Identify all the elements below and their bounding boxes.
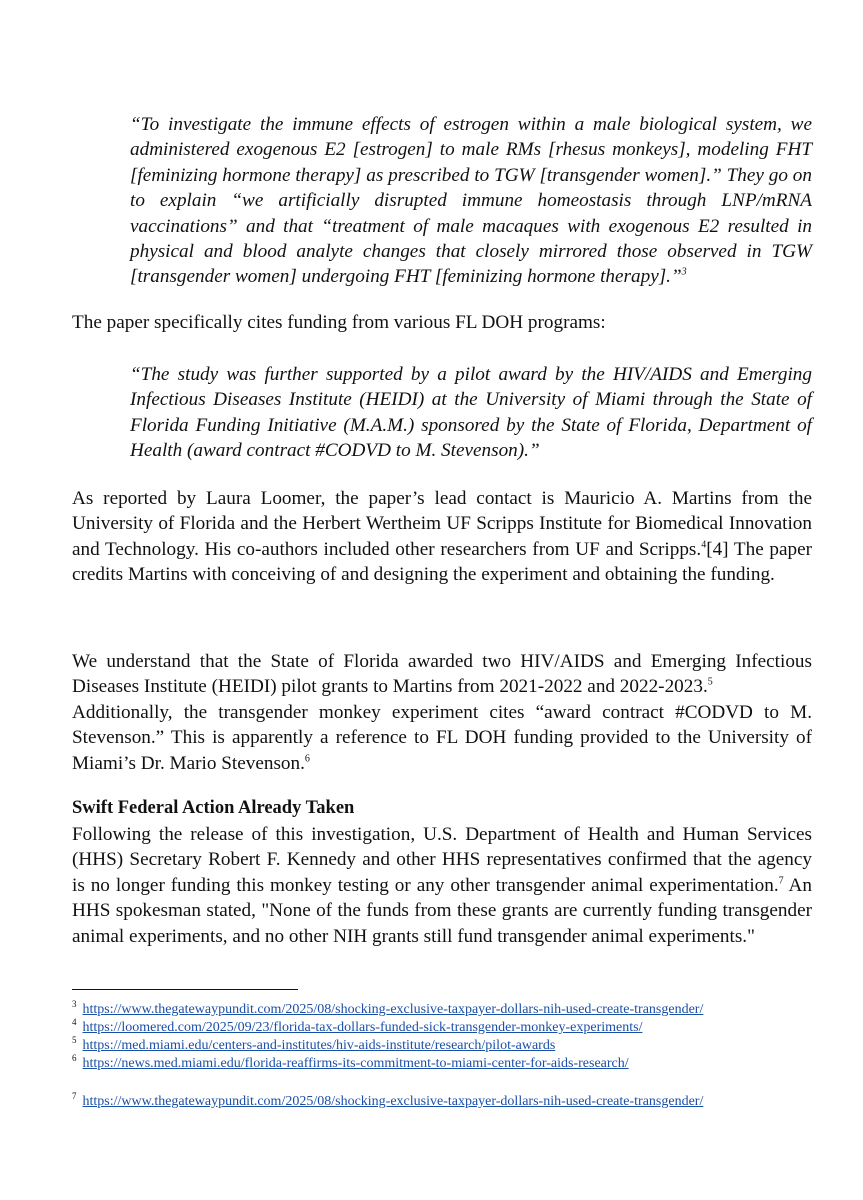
footnote-divider — [72, 989, 298, 990]
intro-paragraph: The paper specifically cites funding from various FL DOH programs: — [72, 312, 606, 333]
footnote-item — [72, 1093, 703, 1110]
footnote-ref[interactable]: 5 — [707, 677, 713, 689]
footnote-ref[interactable]: 6 — [304, 753, 310, 765]
paragraph-text: Additionally, the transgender monkey experiment cites “award contract #CODVD to M. Stevenson.” This is apparently a reference to FL DOH funding provided to the University of Miami’s Dr. Mario Stevenson. — [72, 702, 812, 774]
footnote-ref[interactable]: 3 — [681, 267, 687, 279]
footnote-link[interactable]: https://med.miami.edu/centers-and-institutes/hiv-aids-institute/research/pilot-awards — [82, 1038, 556, 1053]
footnote-number: 6 — [72, 1053, 77, 1064]
stevenson-paragraph — [72, 700, 812, 776]
block-quote-funding: “The study was further supported by a pilot award by the HIV/AIDS and Emerging Infectious Diseases Institute (HEIDI) at the University of Miami through the State of Florida Funding Initiative (M.A.M.) sponsored by the State of Florida, Department of Health (award contract #CODVD to M. Stevenson).” — [130, 364, 812, 462]
paragraph-text: We understand that the State of Florida awarded two HIV/AIDS and Emerging Infectious Diseases Institute (HEIDI) pilot grants to Martins from 2021-2022 and 2022-2023. — [72, 651, 812, 698]
bracket-ref[interactable]: [4] — [706, 538, 729, 560]
paragraph-text: An HHS spokesman stated, "None of the funds from these grants are currently funding transgender animal experiments, and no other NIH grants still fund transgender animal experiments." — [72, 874, 812, 947]
loomer-paragraph — [72, 486, 812, 588]
quote-text: “To investigate the immune effects of estrogen within a male biological system, we administered exogenous E2 [estrogen] to male RMs [rhesus monkeys], modeling FHT [feminizing hormone therapy] as prescribed to TGW [transgender women].” They go on to explain “we artificially disrupted immune homeostasis through LNP/mRNA vaccinations” and that “treatment of male macaques with exogenous E2 resulted in physical and blood analyte changes that closely mirrored those observed in TGW [transgender women] undergoing FHT [feminizing hormone therapy].” — [130, 114, 812, 288]
footnote-item — [72, 1001, 703, 1018]
section-heading: Swift Federal Action Already Taken — [72, 798, 355, 818]
paragraph-text: Following the release of this investigation, U.S. Department of Health and Human Services (HHS) Secretary Robert F. Kennedy and other HHS representatives confirmed that the agency is no longer funding this monkey testing or any other transgender animal experimentation. — [72, 824, 812, 896]
footnote-number: 5 — [72, 1035, 77, 1046]
footnote-link[interactable]: https://loomered.com/2025/09/23/florida-tax-dollars-funded-sick-transgender-monkey-experiments/ — [82, 1020, 643, 1035]
footnote-item — [72, 1055, 629, 1072]
footnote-link[interactable]: https://www.thegatewaypundit.com/2025/08/shocking-exclusive-taxpayer-dollars-nih-used-create-transgender/ — [82, 1002, 704, 1017]
footnote-number: 4 — [72, 1017, 77, 1028]
footnote-ref[interactable]: 7 — [778, 875, 784, 887]
paragraph-text: The paper credits Martins with conceiving of and designing the experiment and obtaining the funding. — [72, 538, 813, 586]
footnote-item — [72, 1037, 555, 1054]
paragraph-text: As reported by Laura Loomer, the paper’s lead contact is Mauricio A. Martins from the University of Florida and the Herbert Wertheim UF Scripps Institute for Biomedical Innovation and Technology. His co-authors included other researchers from UF and Scripps. — [72, 488, 812, 560]
footnote-number: 3 — [72, 999, 77, 1010]
footnote-item — [72, 1019, 642, 1036]
heidi-paragraph — [72, 649, 812, 700]
footnote-ref[interactable]: 4 — [701, 539, 707, 551]
block-quote-study-methods — [130, 112, 812, 290]
footnote-link[interactable]: https://www.thegatewaypundit.com/2025/08/shocking-exclusive-taxpayer-dollars-nih-used-create-transgender/ — [82, 1094, 704, 1109]
federal-action-paragraph — [72, 822, 812, 949]
footnote-link[interactable]: https://news.med.miami.edu/florida-reaffirms-its-commitment-to-miami-center-for-aids-research/ — [82, 1056, 629, 1071]
footnote-number: 7 — [72, 1091, 77, 1102]
